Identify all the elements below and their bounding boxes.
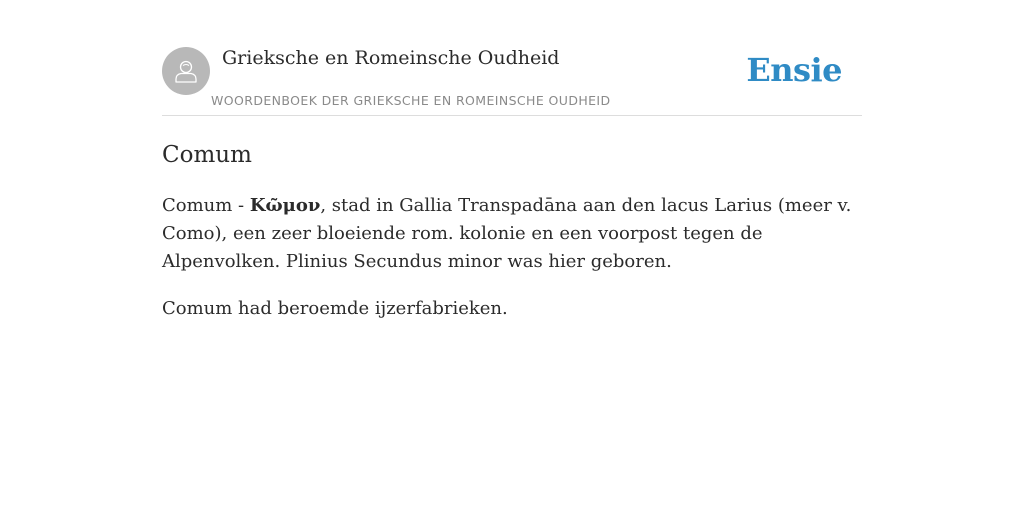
entry-body: [162, 192, 862, 342]
source-avatar[interactable]: [162, 47, 210, 95]
entry-title: Comum: [162, 142, 252, 168]
ensie-logo-link[interactable]: Ensie: [746, 51, 842, 89]
source-subtitle: WOORDENBOEK DER GRIEKSCHE EN ROMEINSCHE OUDHEID: [211, 93, 611, 108]
source-header: [162, 46, 862, 116]
entry-paragraph-2: Comum had beroemde ijzerfabrieken.: [162, 298, 508, 319]
greek-name: Κῶμον: [249, 195, 321, 216]
source-title[interactable]: Grieksche en Romeinsche Oudheid: [222, 47, 560, 69]
entry-definition-text: , stad in Gallia Transpadāna aan den lacus Larius (meer v. Como), een zeer bloeiende rom. kolonie en een voorpost tegen de Alpenvolken. Plinius Secundus minor was hier geboren.: [162, 195, 852, 272]
entry-paragraph-1: [162, 192, 862, 276]
entry-lemma-prefix: Comum -: [162, 195, 250, 216]
user-avatar-icon: [172, 57, 200, 85]
